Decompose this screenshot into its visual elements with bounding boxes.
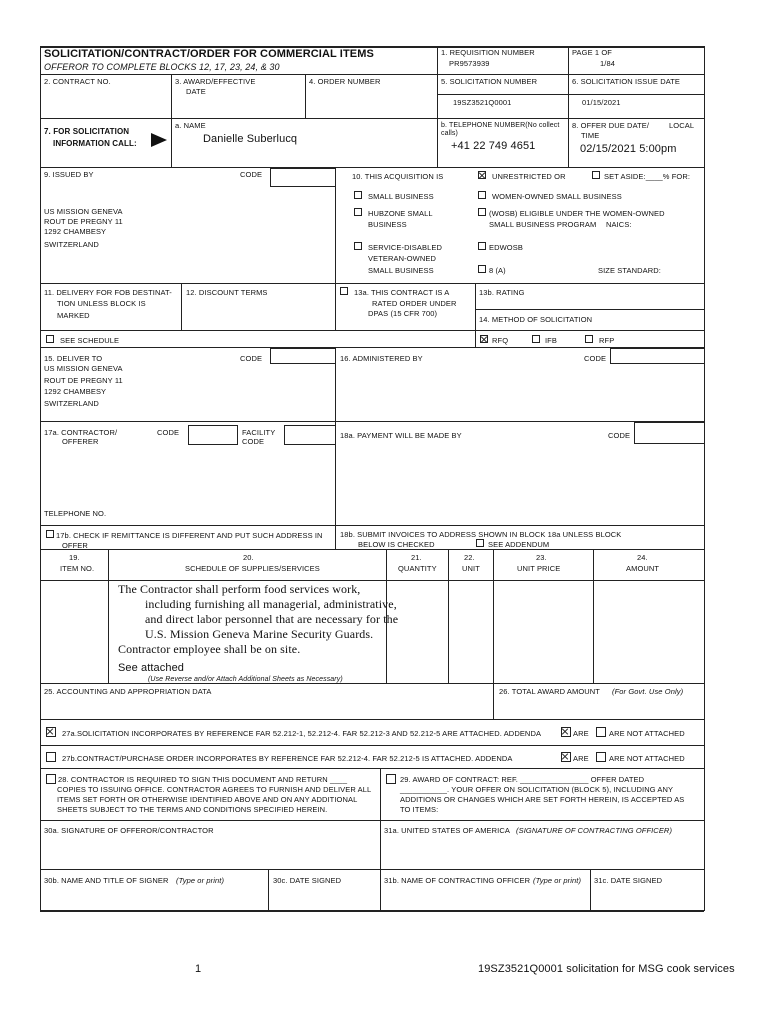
block16-code-label: CODE [584, 354, 607, 363]
hubzone-label-2: BUSINESS [368, 220, 407, 229]
see-addendum-label: SEE ADDENDUM [488, 540, 550, 549]
block7b-label-2: calls) [441, 130, 458, 137]
col20-header: SCHEDULE OF SUPPLIES/SERVICES [185, 564, 320, 573]
solicitation-number: 19SZ3521Q0001 [453, 98, 512, 107]
see-attached: See attached [118, 662, 185, 674]
block29-line-4: TO ITEMS: [400, 805, 439, 814]
naics-label: NAICS: [606, 220, 632, 229]
block29-line-1: 29. AWARD OF CONTRACT: REF. ________________ OFFER DATED [400, 775, 645, 784]
schedule-desc-line-3: and direct labor personnel that are necessary for the [145, 612, 399, 626]
rfp-label: RFP [599, 336, 615, 345]
block26-label: 26. TOTAL AWARD AMOUNT [499, 687, 600, 696]
footer-doc-title: 19SZ3521Q0001 solicitation for MSG cook services [478, 963, 735, 975]
block28-line-4: SHEETS SUBJECT TO THE TERMS AND CONDITIONS SPECIFIED HEREIN. [57, 805, 328, 814]
page-number: 1 [195, 963, 202, 975]
solicitation-issue-date: 01/15/2021 [582, 98, 621, 107]
block31a-note: (SIGNATURE OF CONTRACTING OFFICER) [516, 826, 673, 835]
block27a-are-label: ARE [573, 729, 589, 738]
block6-label: 6. SOLICITATION ISSUE DATE [572, 77, 681, 86]
block4-label: 4. ORDER NUMBER [309, 77, 381, 86]
schedule-desc-line-4: U.S. Mission Geneva Marine Security Guards. [145, 627, 374, 641]
block30a-label: 30a. SIGNATURE OF OFFEROR/CONTRACTOR [44, 826, 214, 835]
edwosb-label: EDWOSB [489, 243, 523, 252]
block12-label: 12. DISCOUNT TERMS [186, 288, 268, 297]
schedule-desc-line-1: The Contractor shall perform food services work, [118, 582, 361, 596]
block11-label-2: TION UNLESS BLOCK IS [57, 299, 146, 308]
rfp-checkbox[interactable] [585, 335, 593, 343]
facility-label: FACILITY [242, 428, 276, 437]
page-label: PAGE 1 OF [572, 48, 612, 57]
block30c-label: 30c. DATE SIGNED [273, 876, 342, 885]
block25-label: 25. ACCOUNTING AND APPROPRIATION DATA [44, 687, 212, 696]
8a-label: 8 (A) [489, 266, 506, 275]
block8-local: LOCAL [669, 121, 695, 130]
block31a-label: 31a. UNITED STATES OF AMERICA [384, 826, 510, 835]
col19-number: 19. [69, 553, 80, 562]
block27b-are-checkbox[interactable] [561, 752, 571, 762]
block16-label: 16. ADMINISTERED BY [340, 354, 423, 363]
block3-label-2: DATE [186, 87, 206, 96]
facility-label-2: CODE [242, 437, 265, 446]
wosb-label-2: SMALL BUSINESS PROGRAM [489, 220, 597, 229]
edwosb-checkbox[interactable] [478, 242, 486, 250]
setaside-checkbox[interactable] [592, 171, 600, 179]
block29-checkbox[interactable] [386, 774, 396, 784]
deliver-to-line-2: ROUT DE PREGNY 11 [44, 376, 123, 385]
block27b-not-checkbox[interactable] [596, 752, 606, 762]
facility-code-box[interactable] [284, 425, 336, 445]
sdvosb-label-3: SMALL BUSINESS [368, 266, 434, 275]
block17a-label-2: OFFERER [62, 437, 99, 446]
col23-number: 23. [536, 553, 547, 562]
8a-checkbox[interactable] [478, 265, 486, 273]
issued-by-line-2: ROUT DE PREGNY 11 [44, 217, 123, 226]
ifb-checkbox[interactable] [532, 335, 540, 343]
block7b-label: b. TELEPHONE NUMBER(No collect [441, 122, 560, 129]
block28-checkbox[interactable] [46, 774, 56, 784]
contact-telephone: +41 22 749 4651 [451, 140, 536, 152]
contact-name: Danielle Suberlucq [203, 133, 298, 145]
block17b-label: 17b. CHECK IF REMITTANCE IS DIFFERENT AND PUT SUCH ADDRESS IN [56, 531, 323, 540]
women-owned-label: WOMEN-OWNED SMALL BUSINESS [492, 192, 622, 201]
form-title: SOLICITATION/CONTRACT/ORDER FOR COMMERCIAL ITEMS [44, 48, 374, 60]
telephone-label: TELEPHONE NO. [44, 509, 107, 518]
block29-line-3: ADDITIONS OR CHANGES WHICH ARE SET FORTH HEREIN, IS ACCEPTED AS [400, 795, 685, 804]
block28-line-1: 28. CONTRACTOR IS REQUIRED TO SIGN THIS DOCUMENT AND RETURN ____ [58, 775, 348, 784]
block30b-note: (Type or print) [176, 876, 225, 885]
col22-header: UNIT [462, 564, 480, 573]
hubzone-label: HUBZONE SMALL [368, 209, 433, 218]
rfq-checkbox[interactable] [480, 335, 488, 343]
issued-by-line-3: 1292 CHAMBESY [44, 227, 107, 236]
block3-label: 3. AWARD/EFFECTIVE [175, 77, 256, 86]
hubzone-checkbox[interactable] [354, 208, 362, 216]
block17b-label-2: OFFER [62, 541, 88, 550]
block13a-label-2: RATED ORDER UNDER [372, 299, 457, 308]
block7-label-2: INFORMATION CALL: [53, 139, 137, 148]
deliver-to-code-box[interactable] [270, 348, 336, 364]
block8-label: 8. OFFER DUE DATE/ [572, 121, 650, 130]
block27b-checkbox[interactable] [46, 752, 56, 762]
block10-label: 10. THIS ACQUISITION IS [352, 172, 444, 181]
wosb-label: (WOSB) ELIGIBLE UNDER THE WOMEN-OWNED [489, 209, 665, 218]
col22-number: 22. [464, 553, 475, 562]
see-schedule-label: SEE SCHEDULE [60, 336, 120, 345]
block27b-label: 27b.CONTRACT/PURCHASE ORDER INCORPORATES BY REFERENCE FAR 52.212-4. FAR 52.212-5 IS ATTACHED. ADDENDA [62, 754, 513, 763]
block1-label: 1. REQUISITION NUMBER [441, 48, 535, 57]
block27b-are-label: ARE [573, 754, 589, 763]
deliver-to-line-3: 1292 CHAMBESY [44, 387, 107, 396]
form-subtitle: OFFEROR TO COMPLETE BLOCKS 12, 17, 23, 24, & 30 [44, 62, 280, 72]
unrestricted-checkbox[interactable] [478, 171, 486, 179]
block27a-not-checkbox[interactable] [596, 727, 606, 737]
block13a-label: 13a. THIS CONTRACT IS A [354, 288, 450, 297]
block9-code-label: CODE [240, 170, 263, 179]
schedule-note: (Use Reverse and/or Attach Additional Sheets as Necessary) [148, 676, 343, 683]
block31b-note: (Type or print) [533, 876, 582, 885]
block27a-checkbox[interactable] [46, 727, 56, 737]
block15-label: 15. DELIVER TO [44, 354, 103, 363]
block9-label: 9. ISSUED BY [44, 170, 94, 179]
col20-number: 20. [243, 553, 254, 562]
block18a-label: 18a. PAYMENT WILL BE MADE BY [340, 431, 462, 440]
block28-line-3: ITEMS SET FORTH OR OTHERWISE IDENTIFIED ABOVE AND ON ANY ADDITIONAL [57, 795, 358, 804]
small-business-label: SMALL BUSINESS [368, 192, 434, 201]
block30b-label: 30b. NAME AND TITLE OF SIGNER [44, 876, 169, 885]
block27a-are-checkbox[interactable] [561, 727, 571, 737]
block18b-label: 18b. SUBMIT INVOICES TO ADDRESS SHOWN IN BLOCK 18a UNLESS BLOCK [340, 530, 622, 539]
col21-number: 21. [411, 553, 422, 562]
arrow-right-icon [151, 133, 167, 147]
deliver-to-line-1: US MISSION GENEVA [44, 364, 123, 373]
block28-line-2: COPIES TO ISSUING OFFICE. CONTRACTOR AGREES TO FURNISH AND DELIVER ALL [57, 785, 372, 794]
ifb-label: IFB [545, 336, 557, 345]
block31b-label: 31b. NAME OF CONTRACTING OFFICER [384, 876, 531, 885]
issued-by-line-1: US MISSION GENEVA [44, 207, 123, 216]
schedule-desc-line-5: Contractor employee shall be on site. [118, 642, 301, 656]
wosb-checkbox[interactable] [478, 208, 486, 216]
schedule-desc-line-2: including furnishing all managerial, administrative, [145, 597, 397, 611]
col24-header: AMOUNT [626, 564, 660, 573]
see-schedule-checkbox[interactable] [46, 335, 54, 343]
unrestricted-label: UNRESTRICTED OR [492, 172, 566, 181]
block27a-label: 27a.SOLICITATION INCORPORATES BY REFERENCE FAR 52.212-1, 52.212-4. FAR 52.212-3 AND 52.212-5 ARE ATTACHED. ADDENDA [62, 729, 542, 738]
rfq-label: RFQ [492, 336, 509, 345]
sdvosb-label: SERVICE-DISABLED [368, 243, 442, 252]
block18a-code-label: CODE [608, 431, 631, 440]
block29-line-2: ___________. YOUR OFFER ON SOLICITATION (BLOCK 5), INCLUDING ANY [400, 785, 674, 794]
size-standard-label: SIZE STANDARD: [598, 266, 661, 275]
deliver-to-line-4: SWITZERLAND [44, 399, 99, 408]
block2-label: 2. CONTRACT NO. [44, 77, 111, 86]
block27a-not-label: ARE NOT ATTACHED [609, 729, 685, 738]
issued-by-code-box[interactable] [270, 168, 336, 187]
see-addendum-checkbox[interactable] [476, 539, 484, 547]
remittance-checkbox[interactable] [46, 530, 54, 538]
offer-due-date: 02/15/2021 5:00pm [580, 143, 677, 155]
block7a-label: a. NAME [175, 121, 206, 130]
block5-label: 5. SOLICITATION NUMBER [441, 77, 538, 86]
requisition-number: PR9573939 [449, 59, 490, 68]
block11-label-3: MARKED [57, 311, 90, 320]
small-business-checkbox[interactable] [354, 191, 362, 199]
page-value: 1/84 [600, 59, 615, 68]
block31c-label: 31c. DATE SIGNED [594, 876, 663, 885]
col19-header: ITEM NO. [60, 564, 95, 573]
block26-note: (For Govt. Use Only) [612, 687, 684, 696]
payment-code-box[interactable] [634, 422, 705, 444]
administered-by-code-box[interactable] [610, 348, 705, 364]
sdvosb-checkbox[interactable] [354, 242, 362, 250]
block17a-code-label: CODE [157, 428, 180, 437]
block17a-label: 17a. CONTRACTOR/ [44, 428, 118, 437]
block27b-not-label: ARE NOT ATTACHED [609, 754, 685, 763]
block13a-label-3: DPAS (15 CFR 700) [368, 309, 438, 318]
col21-header: QUANTITY [398, 564, 437, 573]
block18b-label-2: BELOW IS CHECKED [358, 540, 435, 549]
setaside-label: SET ASIDE:____% FOR: [604, 172, 691, 181]
contractor-code-box[interactable] [188, 425, 238, 445]
block8-label-2: TIME [581, 131, 600, 140]
col24-number: 24. [637, 553, 648, 562]
block11-label: 11. DELIVERY FOR FOB DESTINAT- [44, 288, 172, 297]
dpas-checkbox[interactable] [340, 287, 348, 295]
block15-code-label: CODE [240, 354, 263, 363]
col23-header: UNIT PRICE [517, 564, 561, 573]
issued-by-line-4: SWITZERLAND [44, 240, 99, 249]
block14-label: 14. METHOD OF SOLICITATION [479, 315, 593, 324]
women-owned-checkbox[interactable] [478, 191, 486, 199]
sdvosb-label-2: VETERAN-OWNED [368, 254, 436, 263]
block13b-label: 13b. RATING [479, 288, 525, 297]
block7-label: 7. FOR SOLICITATION [44, 127, 130, 136]
